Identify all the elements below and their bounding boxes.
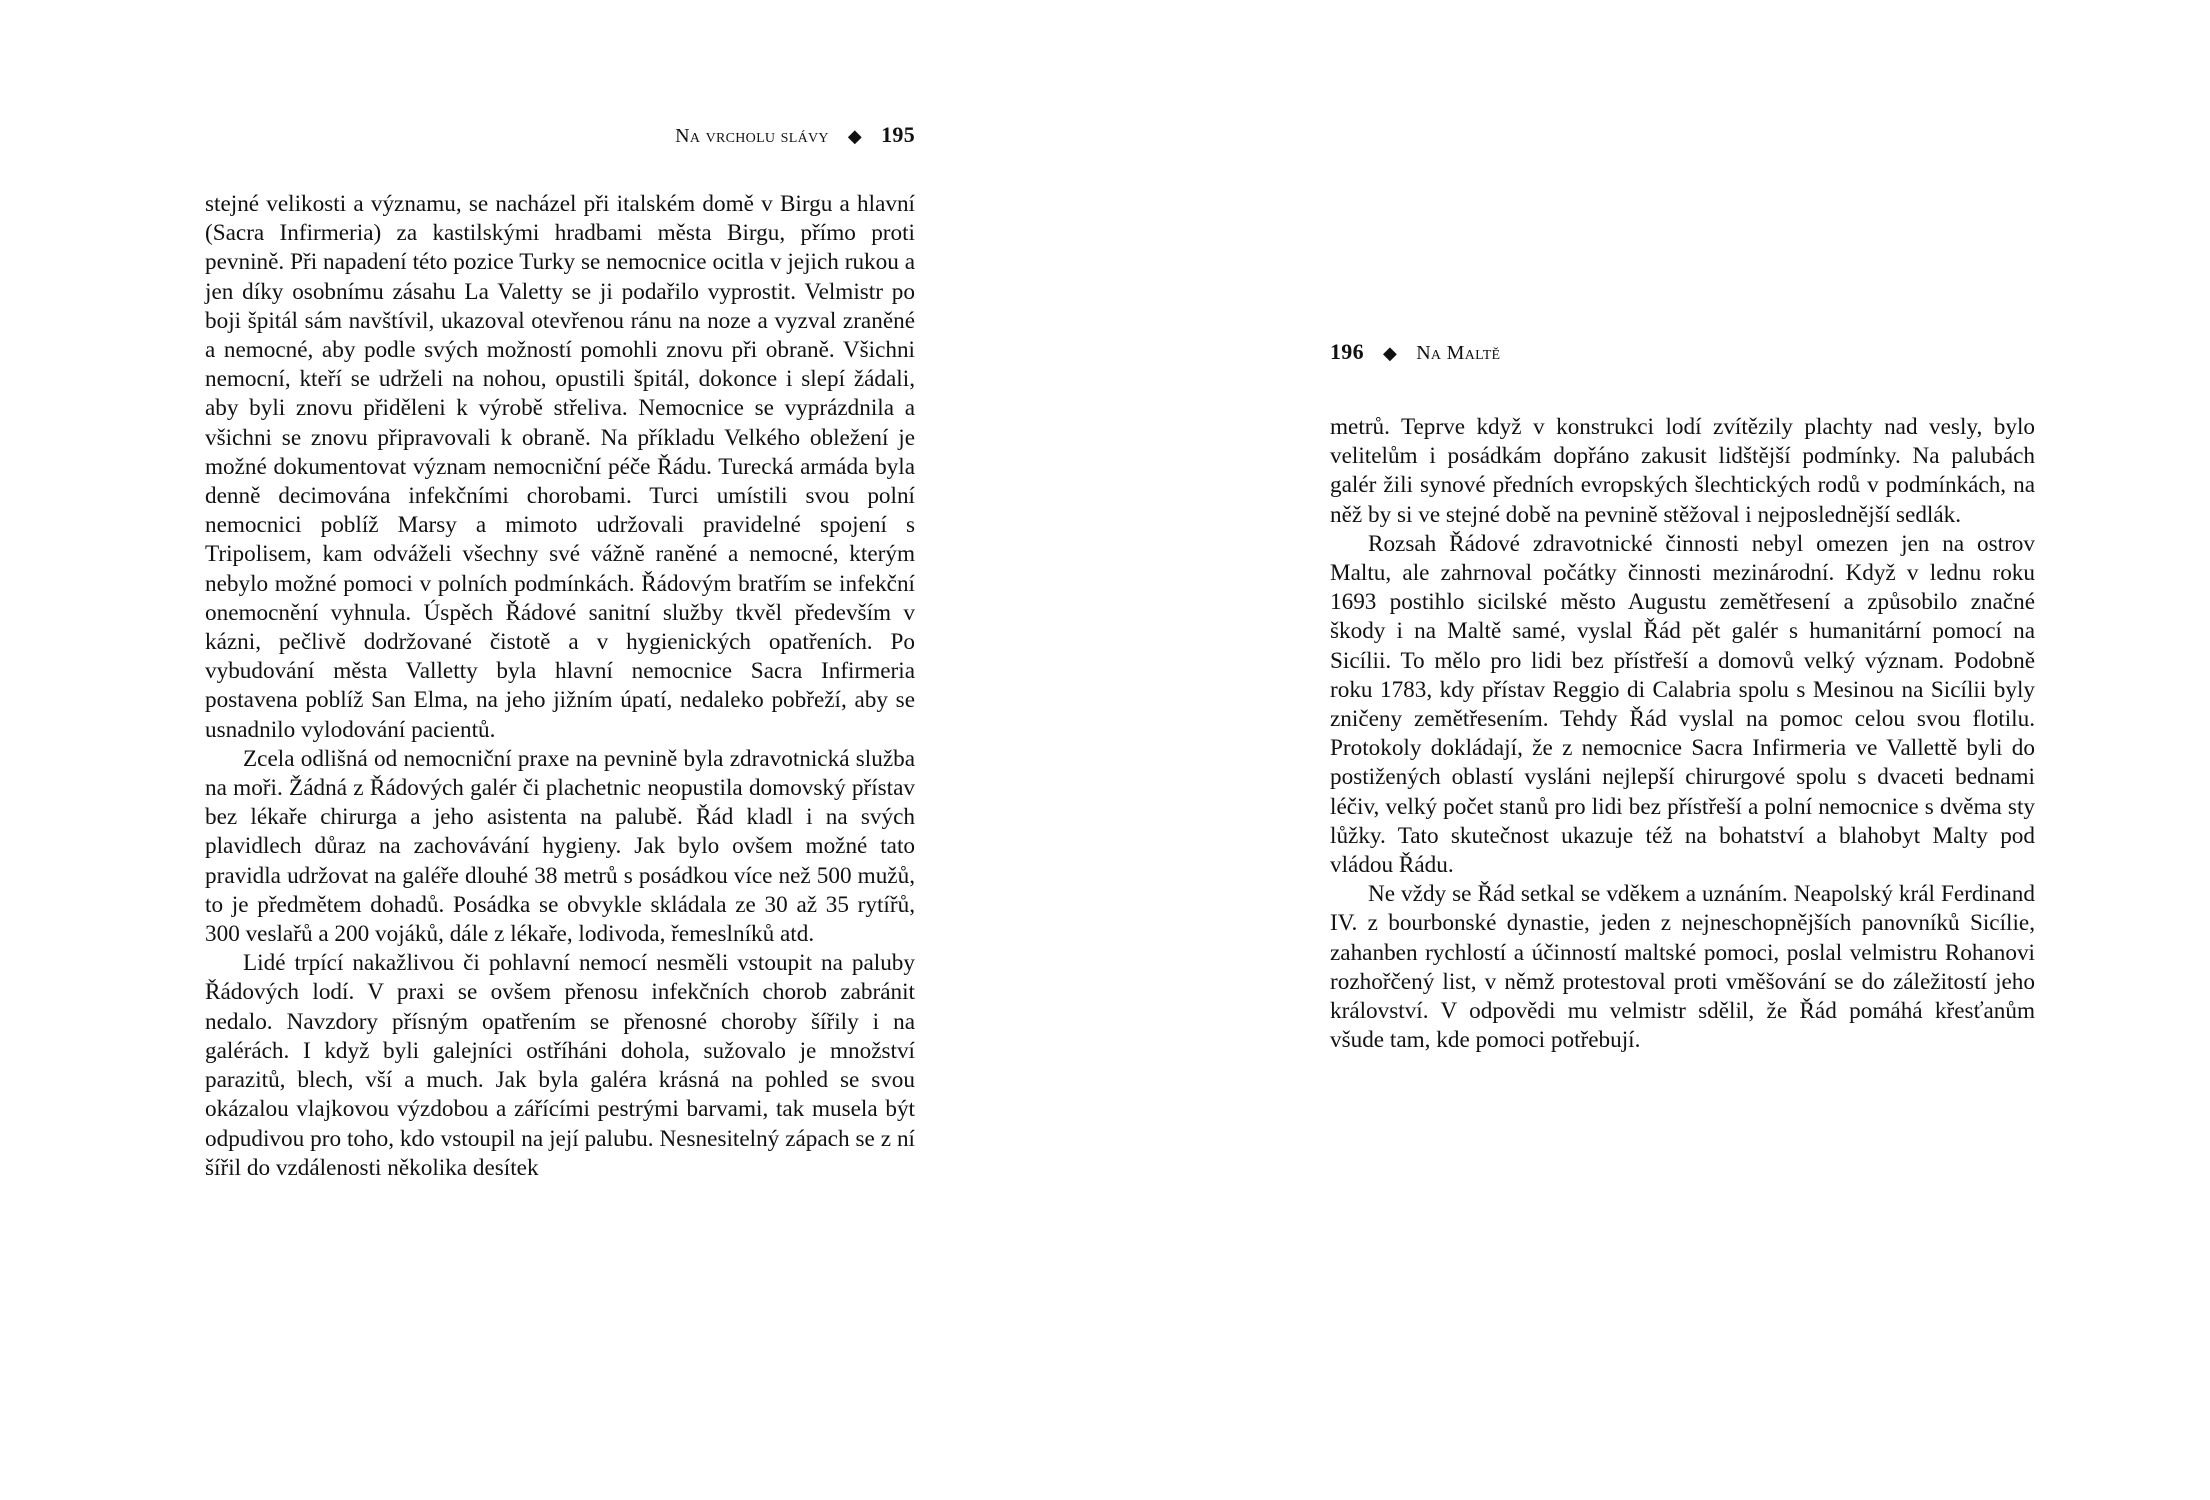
left-running-head	[675, 122, 915, 148]
right-running-head	[1330, 339, 1500, 365]
right-body-text	[1330, 413, 2035, 1055]
right-page-number: 196	[1330, 339, 1364, 364]
right-paragraph-3: Ne vždy se Řád setkal se vděkem a uznáním. Neapolský král Ferdinand IV. z bourbonské dynastie, jeden z nejneschopnějších panovníků Sicílie, zahanben rychlostí a účinností maltské pomoci, poslal velmistru Rohanovi rozhořčený list, v němž protestoval proti vměšování se do záležitostí jeho království. V odpovědi mu velmistr sdělil, že Řád pomáhá křesťanům všude tam, kde pomoci potřebují.	[1330, 881, 2035, 1054]
right-page	[1330, 325, 2035, 1225]
right-paragraph-1: metrů. Teprve když v konstrukci lodí zvítězily plachty nad vesly, bylo velitelům i posádkám dopřáno zakusit lidštější podmínky. Na palubách galér žili synové předních evropských šlechtických rodů v podmínkách, na něž by si ve stejné době na pevnině stěžoval i nejposlednější sedlák.	[1330, 414, 2035, 528]
left-body-text	[205, 190, 915, 1183]
right-paragraph-2: Rozsah Řádové zdravotnické činnosti nebyl omezen jen na ostrov Maltu, ale zahrnoval počátky činnosti mezinárodní. Když v lednu roku 1693 postihlo sicilské město Augustu zemětřesení a způsobilo značné škody i na Maltě samé, vyslal Řád pět galér s humanitární pomocí na Sicílii. To mělo pro lidi bez přístřeší a domovů velký význam. Podobně roku 1783, kdy přístav Reggio di Calabria spolu s Mesinou na Sicílii byly zničeny zemětřesením. Tehdy Řád vyslal na pomoc celou svou flotilu. Protokoly dokládají, že z nemocnice Sacra Infirmeria ve Vallettě byli do postižených oblastí vysláni nejlepší chirurgové spolu s dvaceti bednami léčiv, velký počet stanů pro lidi bez přístřeší a polní nemocnice s dvěma sty lůžky. Tato skutečnost ukazuje též na bohatství a blahobyt Malty pod vládou Řádu.	[1330, 530, 2035, 879]
left-running-head-title: Na vrcholu slávy	[675, 125, 829, 147]
left-page	[205, 100, 915, 1420]
left-page-number: 195	[881, 122, 915, 147]
left-paragraph-1: stejné velikosti a významu, se nacházel při italském domě v Birgu a hlavní (Sacra Infirmeria) za kastilskými hradbami města Birgu, přímo proti pevnině. Při napadení této pozice Turky se nemocnice ocitla v jejich rukou a jen díky osobnímu zásahu La Valetty se ji podařilo vyprostit. Velmistr po boji špitál sám navštívil, ukazoval otevřenou ránu na noze a vyzval zraněné a nemocné, aby podle svých možností pomohli znovu při obraně. Všichni nemocní, kteří se udrželi na nohou, opustili špitál, dokonce i slepí žádali, aby byli znovu přiděleni k výrobě střeliva. Nemocnice se vyprázdnila a všichni se znovu připravovali k obraně. Na příkladu Velkého obležení je možné dokumentovat význam nemocniční péče Řádu. Turecká armáda byla denně decimována infekčními chorobami. Turci umístili svou polní nemocnici poblíž Marsy a mimoto udržovali pravidelné spojení s Tripolisem, kam odváželi všechny své vážně raněné a nemocné, kterým nebylo možné pomoci v polních podmínkách. Řádovým bratřím se infekční onemocnění vyhnula. Úspěch Řádové sanitní služby tkvěl především v kázni, pečlivě dodržované čistotě a v hygienických opatřeních. Po vybudování města Valletty byla hlavní nemocnice Sacra Infirmeria postavena poblíž San Elma, na jeho jižním úpatí, nedaleko pobřeží, aby se usnadnilo vylodování pacientů.	[205, 191, 915, 743]
diamond-separator-icon: ◆	[847, 126, 863, 146]
diamond-separator-icon: ◆	[1382, 343, 1398, 363]
right-running-head-title: Na Maltě	[1416, 342, 1501, 364]
left-paragraph-3: Lidé trpící nakažlivou či pohlavní nemocí nesměli vstoupit na paluby Řádových lodí. V praxi se ovšem přenosu infekčních chorob zabránit nedalo. Navzdory přísným opatřením se přenosné choroby šířily i na galérách. I když byli galejníci ostříháni dohola, sužovalo je množství parazitů, blech, vší a much. Jak byla galéra krásná na pohled se svou okázalou vlajkovou výzdobou a zářícími pestrými barvami, tak musela být odpudivou pro toho, kdo vstoupil na její palubu. Nesnesitelný zápach se z ní šířil do vzdálenosti několika desítek	[205, 950, 915, 1181]
left-paragraph-2: Zcela odlišná od nemocniční praxe na pevnině byla zdravotnická služba na moři. Žádná z Řádových galér či plachetnic neopustila domovský přístav bez lékaře chirurga a jeho asistenta na palubě. Řád kladl i na svých plavidlech důraz na zachovávání hygieny. Jak bylo ovšem možné tato pravidla udržovat na galéře dlouhé 38 metrů s posádkou více než 500 mužů, to je předmětem dohadů. Posádka se obvykle skládala ze 30 až 35 rytířů, 300 veslařů a 200 vojáků, dále z lékaře, lodivoda, řemeslníků atd.	[205, 745, 915, 948]
